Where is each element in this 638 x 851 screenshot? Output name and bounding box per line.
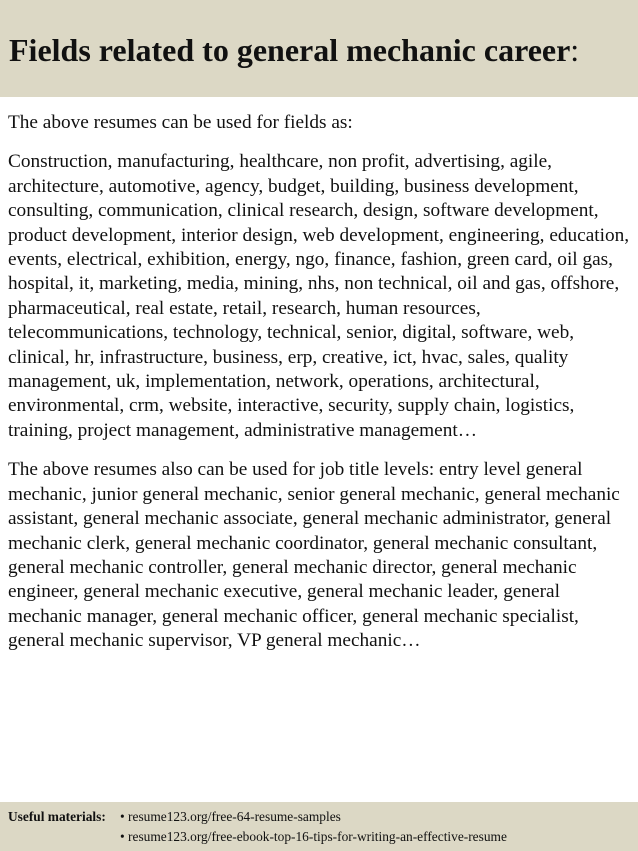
- resume-samples-link[interactable]: • resume123.org/free-64-resume-samples: [120, 809, 341, 824]
- footer-row-2: [8, 827, 638, 847]
- title-band: [0, 0, 638, 97]
- page-title-text: Fields related to general mechanic career: [9, 32, 571, 68]
- ebook-tips-link[interactable]: • resume123.org/free-ebook-top-16-tips-for-writing-an-effective-resume: [120, 829, 507, 844]
- footer-row-1: [8, 807, 638, 827]
- fields-list-paragraph: Construction, manufacturing, healthcare, non profit, advertising, agile, architecture, automotive, agency, budget, building, business development, consulting, communication, clinical research, design, software development, product development, interior design, web development, engineering, education, events, electrical, exhibition, energy, ngo, finance, fashion, green card, oil gas, hospital, it, marketing, media, mining, nhs, non technical, oil and gas, offshore, pharmaceutical, real estate, retail, research, human resources, telecommunications, technology, technical, senior, digital, software, web, clinical, hr, infrastructure, business, erp, creative, ict, hvac, sales, quality management, uk, implementation, network, operations, architectural, environmental, crm, website, interactive, security, supply chain, logistics, training, project management, administrative management…: [8, 151, 630, 441]
- intro-text: The above resumes can be used for fields as:: [8, 112, 353, 133]
- main-content: [8, 111, 634, 654]
- page-title: [9, 30, 638, 70]
- useful-materials-label-text: Useful materials: [8, 809, 102, 824]
- page-title-colon: :: [570, 32, 580, 68]
- job-titles-paragraph: The above resumes also can be used for job title levels: entry level general mechanic, junior general mechanic, senior general mechanic, general mechanic assistant, general mechanic associate, general mechanic administrator, general mechanic clerk, general mechanic coordinator, general mechanic consultant, general mechanic controller, general mechanic director, general mechanic engineer, general mechanic executive, general mechanic leader, general mechanic manager, general mechanic officer, general mechanic specialist, general mechanic supervisor, VP general mechanic…: [8, 459, 620, 652]
- footer-band: [0, 802, 638, 851]
- useful-materials-label: [8, 807, 106, 826]
- useful-materials-label-colon: :: [101, 809, 106, 824]
